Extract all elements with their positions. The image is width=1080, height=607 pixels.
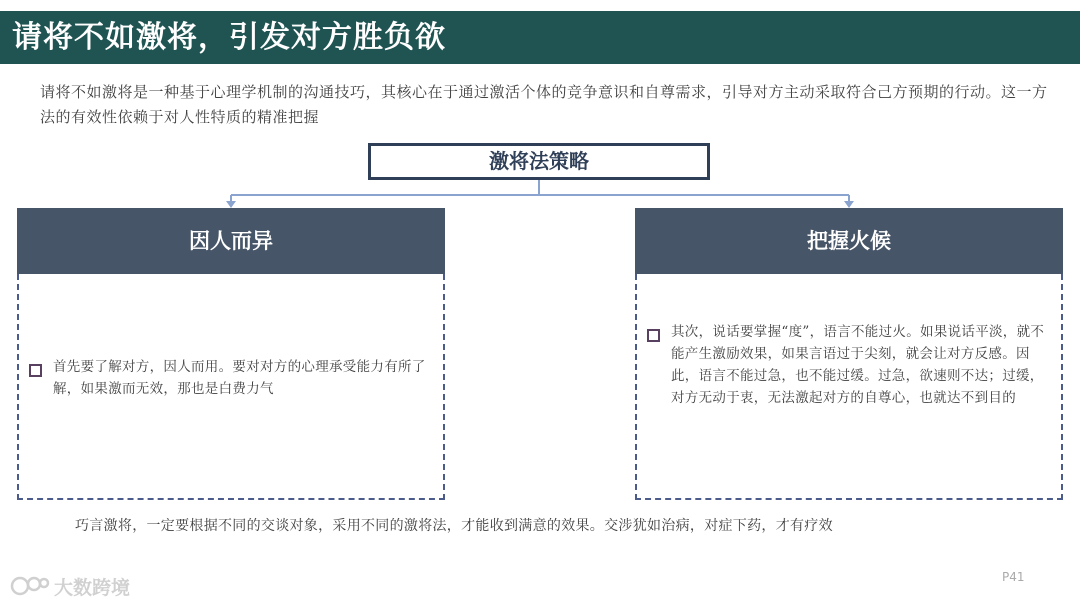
- panel-body-right: [635, 274, 1063, 500]
- bullet-square-icon: [29, 364, 42, 377]
- strategy-box: 激将法策略: [368, 143, 710, 180]
- panel-header-right: 把握火候: [635, 208, 1063, 274]
- panel-text-left: 首先要了解对方，因人而用。要对对方的心理承受能力有所了解，如果激而无效，那也是白费力气: [53, 359, 426, 397]
- watermark: [10, 571, 130, 601]
- intro-paragraph: 请将不如激将是一种基于心理学机制的沟通技巧，其核心在于通过激活个体的竞争意识和自尊需求，引导对方主动采取符合己方预期的行动。这一方法的有效性依赖于对人性特质的精准把握: [40, 83, 1048, 126]
- panel-text-right: 其次，说话要掌握“度”，语言不能过火。如果说话平淡，就不能产生激励效果，如果言语过于尖刻，就会让对方反感。因此，语言不能过急，也不能过缓。过急，欲速则不达；过缓，对方无动于衷，无法激起对方的自尊心，也就达不到目的: [671, 324, 1045, 406]
- arrow-right-icon: [844, 201, 854, 208]
- watermark-logo-icon: [10, 574, 50, 598]
- panel-header-left: 因人而异: [17, 208, 445, 274]
- page-number: P41: [1002, 570, 1025, 584]
- bullet-square-icon: [647, 329, 660, 342]
- panel-body-left: [17, 274, 445, 500]
- watermark-text: 大数跨境: [54, 576, 131, 599]
- slide-title: 请将不如激将，引发对方胜负欲: [12, 20, 446, 55]
- footer-note: 巧言激将，一定要根据不同的交谈对象，采用不同的激将法，才能收到满意的效果。交涉犹如治病，对症下药，才有疗效: [75, 518, 833, 534]
- arrow-left-icon: [226, 201, 236, 208]
